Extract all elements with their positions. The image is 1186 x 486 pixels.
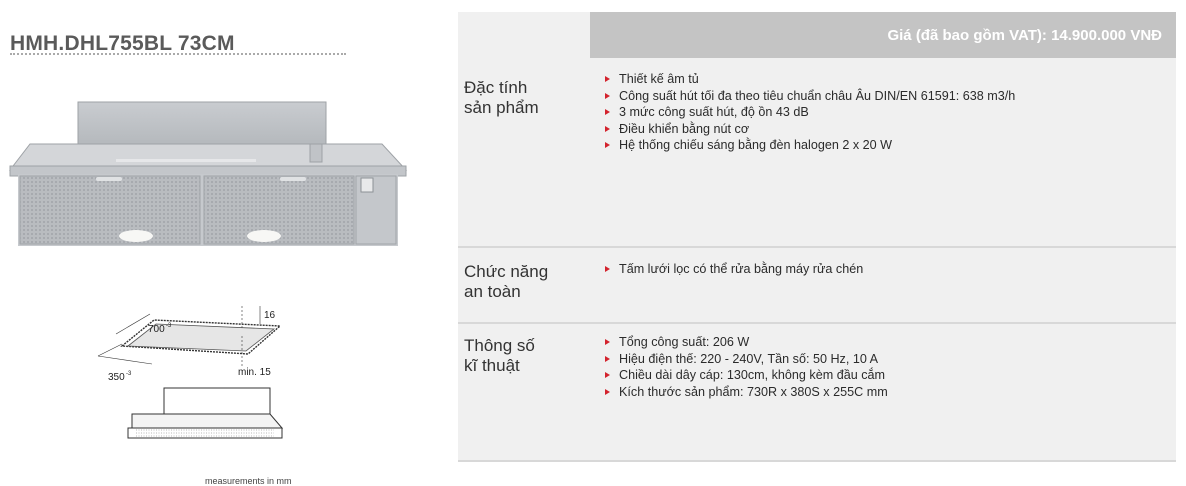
- measurements-note: measurements in mm: [205, 476, 292, 486]
- spec-table: [458, 12, 1176, 462]
- spec-list: [604, 261, 863, 278]
- spec-header-blank: [458, 12, 590, 58]
- range-hood-image: [6, 96, 416, 248]
- spec-row-title: Đặc tính sản phẩm: [464, 78, 539, 117]
- spec-row-technical: [458, 324, 1176, 460]
- price-label: Giá (đã bao gồm VAT): 14.900.000 VNĐ: [590, 12, 1176, 58]
- diagram-height-label: 16: [264, 310, 276, 321]
- bullet-icon: [605, 142, 610, 148]
- bullet-icon: [605, 76, 610, 82]
- model-title: HMH.DHL755BL 73CM: [10, 32, 235, 55]
- bullet-icon: [605, 372, 610, 378]
- spec-list: [604, 334, 888, 400]
- list-item: Tổng công suất: 206 W: [604, 334, 888, 351]
- list-item: Tấm lưới lọc có thể rửa bằng máy rửa chén: [604, 261, 863, 278]
- diagram-min-label: min. 15: [238, 367, 271, 378]
- bullet-icon: [605, 356, 610, 362]
- list-item: Chiều dài dây cáp: 130cm, không kèm đầu cắm: [604, 367, 888, 384]
- product-panel: [0, 0, 440, 486]
- spec-row-title: Thông số kĩ thuật: [464, 336, 535, 375]
- list-item: Kích thước sản phẩm: 730R x 380S x 255C mm: [604, 384, 888, 401]
- spec-list: [604, 71, 1015, 154]
- bullet-icon: [605, 266, 610, 272]
- diagram-width-label: 700: [148, 324, 165, 335]
- list-item: Hệ thống chiếu sáng bằng đèn halogen 2 x 20 W: [604, 137, 1015, 154]
- bullet-icon: [605, 339, 610, 345]
- diagram-depth-sup: -3: [126, 371, 132, 377]
- bullet-icon: [605, 109, 610, 115]
- list-item: Thiết kế âm tủ: [604, 71, 1015, 88]
- title-divider: [10, 53, 346, 55]
- spec-row-features: [458, 58, 1176, 246]
- bullet-icon: [605, 93, 610, 99]
- bullet-icon: [605, 389, 610, 395]
- list-item: 3 mức công suất hút, độ ồn 43 dB: [604, 104, 1015, 121]
- spec-row-safety: [458, 248, 1176, 322]
- bullet-icon: [605, 126, 610, 132]
- row-divider: [458, 460, 1176, 462]
- dimension-diagram: [92, 296, 302, 472]
- diagram-width-sup: -3: [166, 323, 172, 329]
- list-item: Công suất hút tối đa theo tiêu chuẩn châu Âu DIN/EN 61591: 638 m3/h: [604, 88, 1015, 105]
- list-item: Điều khiển bằng nút cơ: [604, 121, 1015, 138]
- list-item: Hiệu điện thế: 220 - 240V, Tần số: 50 Hz, 10 A: [604, 351, 888, 368]
- diagram-depth-label: 350: [108, 372, 125, 383]
- spec-row-title: Chức năng an toàn: [464, 262, 549, 301]
